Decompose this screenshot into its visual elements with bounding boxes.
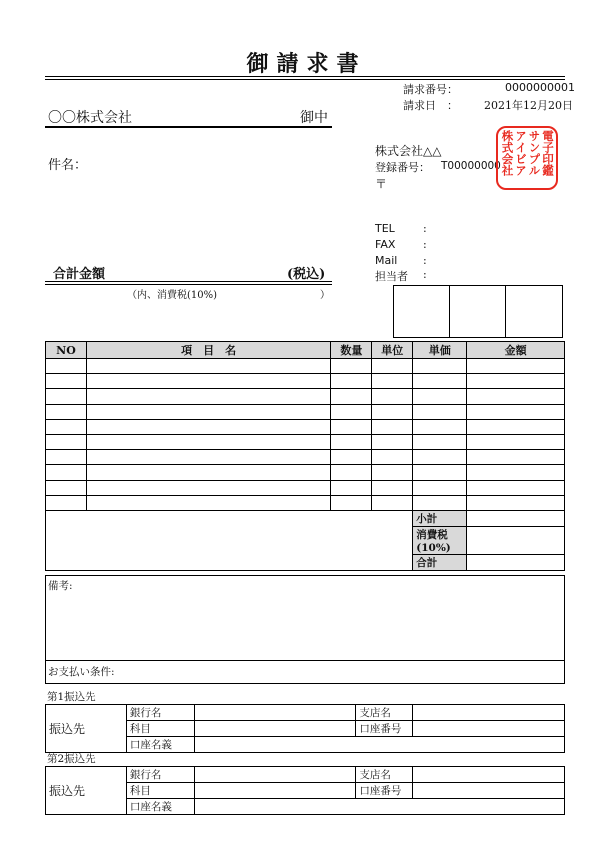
cell-item[interactable] — [86, 404, 330, 419]
subtotal-value[interactable] — [467, 510, 565, 526]
cell-price[interactable] — [413, 374, 467, 389]
tax-value[interactable] — [467, 526, 565, 554]
bank1-holder-value[interactable] — [194, 737, 564, 753]
person-colon: : — [423, 268, 427, 281]
cell-unit[interactable] — [372, 495, 413, 510]
cell-amount[interactable] — [467, 389, 565, 404]
cell-item[interactable] — [86, 359, 330, 374]
cell-qty[interactable] — [331, 404, 372, 419]
document-title: 御請求書 — [246, 51, 367, 77]
cell-item[interactable] — [86, 374, 330, 389]
cell-price[interactable] — [413, 404, 467, 419]
table-row — [46, 404, 565, 419]
cell-amount[interactable] — [467, 419, 565, 434]
header-amount: 金額 — [467, 342, 565, 359]
bank2-heading: 第2振込先 — [47, 753, 96, 765]
fax-colon: : — [423, 238, 427, 251]
registration-label: 登録番号： — [375, 161, 430, 174]
title-underline — [45, 76, 565, 80]
table-row — [46, 495, 565, 510]
customer-honorific: 御中 — [300, 110, 328, 126]
issuer-company: 株式会社△△ — [375, 144, 442, 158]
cell-no[interactable] — [46, 480, 87, 495]
tel-colon: : — [423, 222, 427, 235]
seal-column: 電子印鑑 — [541, 130, 555, 176]
cell-item[interactable] — [86, 389, 330, 404]
cell-item[interactable] — [86, 465, 330, 480]
mail-colon: : — [423, 254, 427, 267]
cell-price[interactable] — [413, 480, 467, 495]
grand-total-label: 合計 — [413, 554, 467, 570]
cell-qty[interactable] — [331, 450, 372, 465]
cell-qty[interactable] — [331, 359, 372, 374]
cell-price[interactable] — [413, 434, 467, 449]
cell-price[interactable] — [413, 359, 467, 374]
grand-total-value[interactable] — [467, 554, 565, 570]
total-amount-label: 合計金額 — [53, 267, 106, 282]
cell-amount[interactable] — [467, 495, 565, 510]
invoice-number-value: 0000000001 — [505, 81, 575, 94]
table-row — [46, 374, 565, 389]
bank2-account-type-value[interactable] — [194, 783, 356, 799]
header-price: 単価 — [413, 342, 467, 359]
cell-qty[interactable] — [331, 389, 372, 404]
person-label: 担当者 — [375, 270, 408, 283]
bank2-account-type-label: 科目 — [126, 783, 194, 799]
cell-unit[interactable] — [372, 450, 413, 465]
cell-qty[interactable] — [331, 434, 372, 449]
cell-amount[interactable] — [467, 465, 565, 480]
bank1-bank-name-value[interactable] — [194, 705, 356, 721]
bank2-account-no-label: 口座番号 — [356, 783, 413, 799]
header-no: NO — [46, 342, 87, 359]
bank1-account-no-label: 口座番号 — [356, 721, 413, 737]
payment-terms-label: お支払い条件: — [48, 666, 115, 678]
postal-mark: 〒 — [375, 177, 388, 191]
table-row — [46, 359, 565, 374]
customer-underline — [45, 126, 332, 128]
customer-name: 〇〇株式会社 — [48, 110, 132, 126]
cell-unit[interactable] — [372, 359, 413, 374]
cell-amount[interactable] — [467, 404, 565, 419]
bank1-account-type-label: 科目 — [126, 721, 194, 737]
bank2-branch-value[interactable] — [413, 767, 565, 783]
remarks-divider — [46, 660, 564, 661]
table-row — [46, 450, 565, 465]
registration-value: T00000000 — [441, 160, 501, 172]
cell-no[interactable] — [46, 450, 87, 465]
total-underline — [45, 281, 332, 285]
invoice-date-value: 2021年12月20日 — [484, 99, 573, 112]
cell-price[interactable] — [413, 389, 467, 404]
bank2-bank-name-value[interactable] — [194, 767, 356, 783]
bank1-bank-name-label: 銀行名 — [126, 705, 194, 721]
subtotal-label: 小計 — [413, 510, 467, 526]
bank2-holder-label: 口座名義 — [126, 799, 194, 815]
cell-price[interactable] — [413, 495, 467, 510]
table-header-row — [46, 342, 565, 359]
cell-no[interactable] — [46, 404, 87, 419]
cell-qty[interactable] — [331, 374, 372, 389]
cell-no[interactable] — [46, 434, 87, 449]
cell-qty[interactable] — [331, 480, 372, 495]
cell-item[interactable] — [86, 480, 330, 495]
table-row — [46, 389, 565, 404]
header-item: 項 目 名 — [86, 342, 330, 359]
bank1-table — [45, 704, 565, 753]
cell-qty[interactable] — [331, 495, 372, 510]
cell-unit[interactable] — [372, 374, 413, 389]
cell-no[interactable] — [46, 374, 87, 389]
bank1-heading: 第1振込先 — [47, 691, 96, 703]
cell-price[interactable] — [413, 465, 467, 480]
table-row — [46, 480, 565, 495]
table-row — [46, 465, 565, 480]
bank2-account-no-value[interactable] — [413, 783, 565, 799]
cell-qty[interactable] — [331, 465, 372, 480]
items-table — [45, 341, 565, 571]
tel-label: TEL — [375, 222, 395, 235]
cell-amount[interactable] — [467, 434, 565, 449]
tax-note-close: ） — [320, 290, 330, 301]
mail-label: Mail — [375, 254, 398, 267]
cell-unit[interactable] — [372, 404, 413, 419]
seal-column: 株式会社 — [500, 130, 515, 176]
cell-qty[interactable] — [331, 419, 372, 434]
seal-column: アイビア — [514, 130, 528, 176]
cell-no[interactable] — [46, 389, 87, 404]
cell-item[interactable] — [86, 419, 330, 434]
cell-price[interactable] — [413, 450, 467, 465]
table-row — [46, 434, 565, 449]
tax-label: 消費税(10%) — [413, 526, 467, 554]
table-row — [46, 419, 565, 434]
cell-amount[interactable] — [467, 450, 565, 465]
fax-label: FAX — [375, 238, 396, 251]
cell-unit[interactable] — [372, 419, 413, 434]
header-unit: 単位 — [372, 342, 413, 359]
bank1-account-no-value[interactable] — [413, 721, 565, 737]
subject-label: 件名： — [48, 158, 88, 173]
stamp-box-3[interactable] — [505, 285, 563, 338]
tax-note-open: （内、消費税(10%) — [127, 290, 218, 301]
cell-no[interactable] — [46, 419, 87, 434]
cell-amount[interactable] — [467, 480, 565, 495]
tax-included-label: (税込) — [287, 267, 326, 282]
summary-blank — [46, 510, 413, 570]
cell-unit[interactable] — [372, 480, 413, 495]
bank1-branch-value[interactable] — [413, 705, 565, 721]
bank2-label: 振込先 — [46, 767, 127, 815]
company-seal — [496, 126, 558, 190]
cell-amount[interactable] — [467, 359, 565, 374]
cell-no[interactable] — [46, 495, 87, 510]
bank1-holder-label: 口座名義 — [126, 737, 194, 753]
invoice-number-label: 請求番号： — [403, 83, 458, 96]
cell-amount[interactable] — [467, 374, 565, 389]
notes-label: 備考: — [48, 580, 73, 592]
cell-item[interactable] — [86, 495, 330, 510]
bank1-account-type-value[interactable] — [194, 721, 356, 737]
bank2-table — [45, 766, 565, 815]
remarks-box[interactable] — [45, 575, 565, 684]
bank1-branch-label: 支店名 — [356, 705, 413, 721]
bank1-label: 振込先 — [46, 705, 127, 753]
cell-item[interactable] — [86, 434, 330, 449]
bank2-holder-value[interactable] — [194, 799, 564, 815]
stamp-box-1[interactable] — [393, 285, 450, 338]
bank2-branch-label: 支店名 — [356, 767, 413, 783]
seal-column: サンプル — [527, 130, 542, 176]
cell-no[interactable] — [46, 465, 87, 480]
cell-unit[interactable] — [372, 389, 413, 404]
cell-unit[interactable] — [372, 465, 413, 480]
cell-price[interactable] — [413, 419, 467, 434]
subtotal-row — [46, 510, 565, 526]
stamp-box-2[interactable] — [449, 285, 506, 338]
bank2-bank-name-label: 銀行名 — [126, 767, 194, 783]
cell-no[interactable] — [46, 359, 87, 374]
invoice-date-label: 請求日 ： — [403, 99, 458, 112]
header-qty: 数量 — [331, 342, 372, 359]
cell-unit[interactable] — [372, 434, 413, 449]
cell-item[interactable] — [86, 450, 330, 465]
